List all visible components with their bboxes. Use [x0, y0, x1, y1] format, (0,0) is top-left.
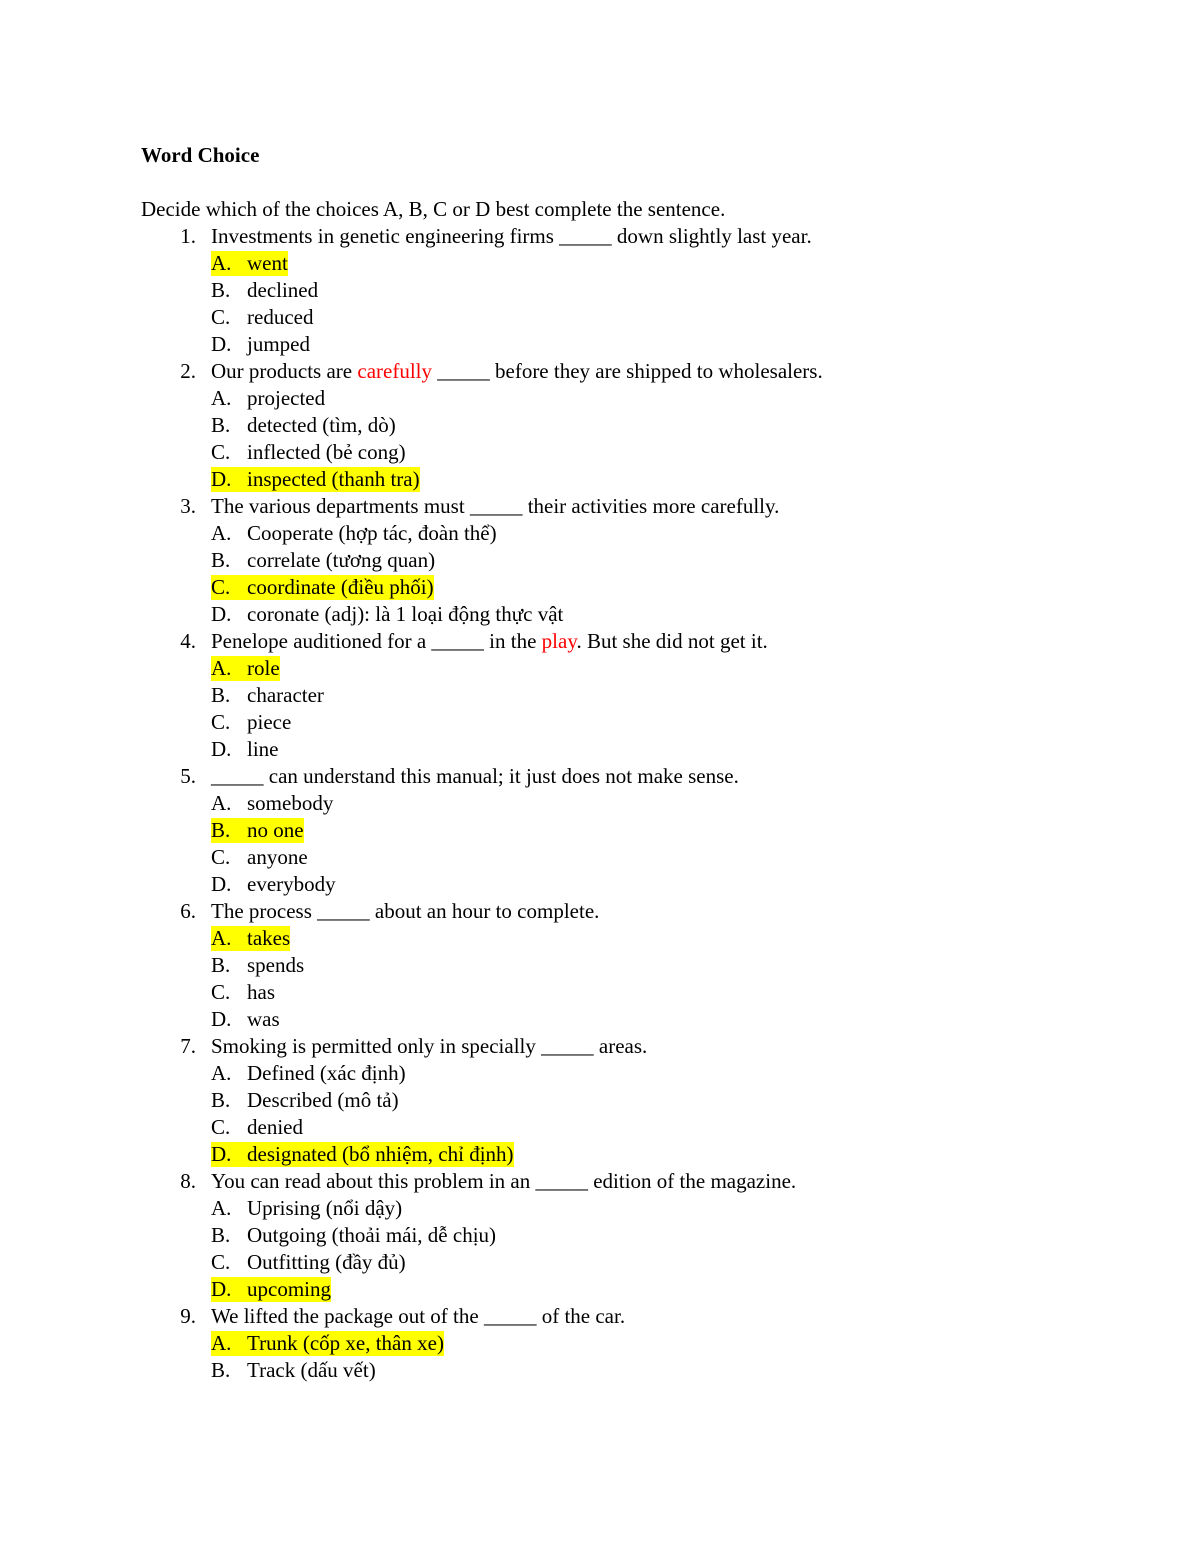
option-content: [211, 332, 310, 357]
option-text: correlate (tương quan): [247, 548, 436, 572]
question-number: 8.: [180, 1169, 196, 1193]
question-text: [141, 493, 1041, 520]
document-page: [141, 142, 1041, 1384]
question-fragment: You can read about this problem in an _____ edition of the magazine.: [211, 1169, 797, 1193]
answer-option: [141, 709, 1041, 736]
option-letter: B.: [211, 1223, 231, 1247]
option-letter: A.: [211, 521, 232, 545]
option-content: [211, 710, 291, 735]
option-content: [211, 467, 420, 492]
answer-option-correct: [141, 250, 1041, 277]
question-number: 7.: [180, 1034, 196, 1058]
option-text: reduced: [247, 305, 314, 329]
option-letter: B.: [211, 548, 231, 572]
option-text: spends: [247, 953, 305, 977]
answer-option: [141, 304, 1041, 331]
option-letter: D.: [211, 467, 232, 491]
option-content: [211, 1277, 331, 1302]
option-letter: B.: [211, 413, 231, 437]
question-item: [141, 1033, 1041, 1168]
option-text: declined: [247, 278, 319, 302]
option-content: [211, 413, 396, 438]
answer-option-correct: [141, 574, 1041, 601]
option-letter: A.: [211, 926, 232, 950]
answer-option: [141, 331, 1041, 358]
option-content: [211, 251, 288, 276]
answer-option: [141, 1114, 1041, 1141]
option-content: [211, 278, 318, 303]
option-text: Track (dấu vết): [247, 1358, 376, 1382]
question-fragment: _____ can understand this manual; it just does not make sense.: [211, 764, 739, 788]
option-text: everybody: [247, 872, 336, 896]
answer-option: [141, 871, 1041, 898]
option-text: designated (bổ nhiệm, chỉ định): [247, 1142, 514, 1166]
question-fragment: The various departments must _____ their activities more carefully.: [211, 494, 780, 518]
option-letter: C.: [211, 575, 231, 599]
answer-option: [141, 439, 1041, 466]
question-fragment: . But she did not get it.: [576, 629, 768, 653]
option-text: Defined (xác định): [247, 1061, 406, 1085]
option-content: [211, 1250, 406, 1275]
answer-option: [141, 790, 1041, 817]
answer-option: [141, 736, 1041, 763]
answer-option: [141, 1222, 1041, 1249]
option-content: [211, 845, 308, 870]
option-content: [211, 818, 304, 843]
answer-option-correct: [141, 655, 1041, 682]
option-text: Outfitting (đầy đủ): [247, 1250, 406, 1274]
option-letter: C.: [211, 1115, 231, 1139]
option-letter: D.: [211, 872, 232, 896]
answer-option-correct: [141, 817, 1041, 844]
answer-option: [141, 601, 1041, 628]
option-content: [211, 737, 279, 762]
option-text: no one: [247, 818, 304, 842]
option-text: upcoming: [247, 1277, 331, 1301]
option-text: anyone: [247, 845, 308, 869]
option-content: [211, 1196, 402, 1221]
question-keyword: play: [541, 629, 577, 653]
answer-option: [141, 952, 1041, 979]
question-item: [141, 628, 1041, 763]
answer-option: [141, 682, 1041, 709]
option-letter: A.: [211, 656, 232, 680]
question-text: [141, 1303, 1041, 1330]
question-number: 9.: [180, 1304, 196, 1328]
option-content: [211, 980, 275, 1005]
option-letter: B.: [211, 683, 231, 707]
option-letter: C.: [211, 1250, 231, 1274]
question-item: [141, 493, 1041, 628]
option-text: coronate (adj): là 1 loại động thực vật: [247, 602, 564, 626]
option-content: [211, 926, 290, 951]
option-letter: C.: [211, 845, 231, 869]
option-letter: B.: [211, 1088, 231, 1112]
question-text: [141, 1033, 1041, 1060]
question-item: [141, 763, 1041, 898]
answer-option: [141, 1006, 1041, 1033]
question-list: [141, 223, 1041, 1384]
option-text: coordinate (điều phối): [247, 575, 434, 599]
option-content: [211, 656, 280, 681]
option-content: [211, 521, 497, 546]
option-letter: C.: [211, 980, 231, 1004]
question-number: 1.: [180, 224, 196, 248]
option-text: role: [247, 656, 280, 680]
option-content: [211, 1358, 376, 1383]
question-text: [141, 223, 1041, 250]
option-letter: B.: [211, 818, 231, 842]
question-fragment: Penelope auditioned for a _____ in the: [211, 629, 542, 653]
answer-option: [141, 1060, 1041, 1087]
option-text: somebody: [247, 791, 334, 815]
question-number: 3.: [180, 494, 196, 518]
option-content: [211, 1142, 514, 1167]
option-letter: D.: [211, 332, 232, 356]
answer-option-correct: [141, 466, 1041, 493]
option-text: Uprising (nổi dậy): [247, 1196, 403, 1220]
question-text: [141, 358, 1041, 385]
question-number: 4.: [180, 629, 196, 653]
question-text: [141, 763, 1041, 790]
option-letter: C.: [211, 305, 231, 329]
option-content: [211, 953, 304, 978]
question-number: 2.: [180, 359, 196, 383]
question-keyword: carefully: [357, 359, 432, 383]
option-content: [211, 1007, 280, 1032]
question-fragment: We lifted the package out of the _____ of the car.: [211, 1304, 626, 1328]
option-text: went: [247, 251, 288, 275]
option-text: inflected (bẻ cong): [247, 440, 406, 464]
option-content: [211, 1088, 399, 1113]
option-text: line: [247, 737, 279, 761]
question-text: [141, 1168, 1041, 1195]
question-item: [141, 1168, 1041, 1303]
question-fragment: Smoking is permitted only in specially _____ areas.: [211, 1034, 648, 1058]
answer-option: [141, 385, 1041, 412]
option-letter: A.: [211, 251, 232, 275]
answer-option: [141, 844, 1041, 871]
question-fragment: _____ before they are shipped to wholesalers.: [432, 359, 823, 383]
option-text: Described (mô tả): [247, 1088, 399, 1112]
option-content: [211, 791, 333, 816]
answer-option: [141, 1357, 1041, 1384]
option-letter: A.: [211, 791, 232, 815]
option-content: [211, 1115, 303, 1140]
option-letter: C.: [211, 440, 231, 464]
question-text: [141, 898, 1041, 925]
option-content: [211, 440, 406, 465]
option-text: has: [247, 980, 275, 1004]
document-title: Word Choice: [141, 143, 260, 167]
option-letter: D.: [211, 1277, 232, 1301]
option-text: Cooperate (hợp tác, đoàn thể): [247, 521, 497, 545]
answer-option-correct: [141, 1330, 1041, 1357]
question-number: 6.: [180, 899, 196, 923]
option-content: [211, 386, 325, 411]
option-text: was: [247, 1007, 280, 1031]
option-letter: D.: [211, 737, 232, 761]
option-letter: A.: [211, 1196, 232, 1220]
option-content: [211, 872, 336, 897]
option-content: [211, 1223, 496, 1248]
answer-option: [141, 1249, 1041, 1276]
question-number: 5.: [180, 764, 196, 788]
option-letter: A.: [211, 386, 232, 410]
option-letter: B.: [211, 953, 231, 977]
option-content: [211, 305, 313, 330]
answer-option: [141, 547, 1041, 574]
option-text: character: [247, 683, 324, 707]
answer-option: [141, 412, 1041, 439]
answer-option-correct: [141, 1276, 1041, 1303]
instruction-text: Decide which of the choices A, B, C or D best complete the sentence.: [141, 197, 726, 221]
question-text: [141, 628, 1041, 655]
answer-option-correct: [141, 1141, 1041, 1168]
option-letter: A.: [211, 1061, 232, 1085]
option-content: [211, 1061, 406, 1086]
question-fragment: Investments in genetic engineering firms _____ down slightly last year.: [211, 224, 812, 248]
answer-option: [141, 277, 1041, 304]
answer-option: [141, 520, 1041, 547]
answer-option: [141, 979, 1041, 1006]
question-fragment: Our products are: [211, 359, 358, 383]
option-letter: A.: [211, 1331, 232, 1355]
answer-option: [141, 1087, 1041, 1114]
option-text: projected: [247, 386, 326, 410]
option-content: [211, 683, 324, 708]
answer-option-correct: [141, 925, 1041, 952]
answer-option: [141, 1195, 1041, 1222]
option-content: [211, 602, 563, 627]
option-letter: D.: [211, 602, 232, 626]
question-item: [141, 1303, 1041, 1384]
option-text: detected (tìm, dò): [247, 413, 396, 437]
option-content: [211, 548, 435, 573]
question-item: [141, 223, 1041, 358]
option-text: inspected (thanh tra): [247, 467, 420, 491]
question-fragment: The process _____ about an hour to complete.: [211, 899, 600, 923]
option-text: piece: [247, 710, 292, 734]
question-item: [141, 898, 1041, 1033]
option-content: [211, 575, 434, 600]
option-text: Trunk (cốp xe, thân xe): [247, 1331, 444, 1355]
option-letter: B.: [211, 278, 231, 302]
option-text: Outgoing (thoải mái, dễ chịu): [247, 1223, 497, 1247]
option-text: jumped: [247, 332, 310, 356]
option-letter: D.: [211, 1142, 232, 1166]
option-letter: D.: [211, 1007, 232, 1031]
option-content: [211, 1331, 444, 1356]
option-text: takes: [247, 926, 291, 950]
question-item: [141, 358, 1041, 493]
option-letter: B.: [211, 1358, 231, 1382]
option-letter: C.: [211, 710, 231, 734]
option-text: denied: [247, 1115, 303, 1139]
